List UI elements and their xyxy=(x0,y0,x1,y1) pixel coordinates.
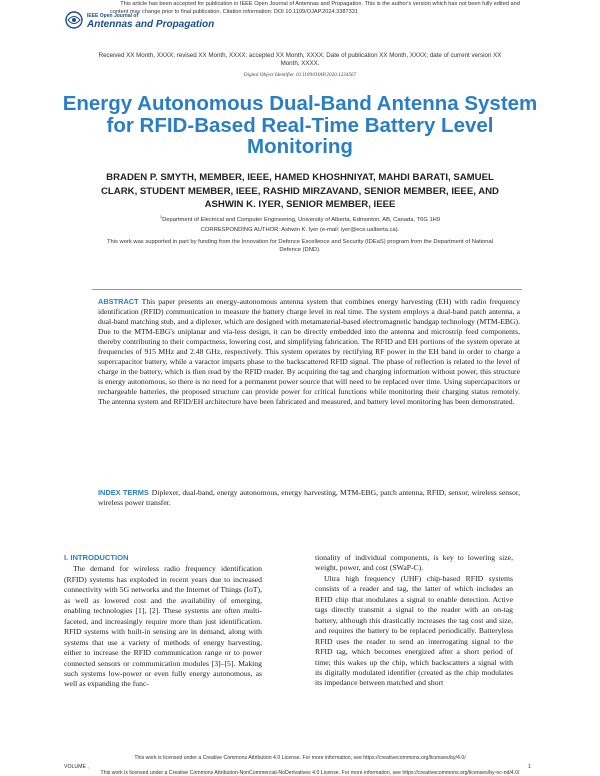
paper-title: Energy Autonomous Dual-Band Antenna System for RFID-Based Real-Time Battery Level Monitoring xyxy=(62,92,538,158)
author-list: BRADEN P. SMYTH, MEMBER, IEEE, HAMED KHOSHNIYAT, MAHDI BARATI, SAMUEL CLARK, STUDENT MEMBER, IEEE, RASHID MIRZAVAND, SENIOR MEMBER, IEEE, AND ASHWIN K. IYER, SENIOR MEMBER, IEEE xyxy=(101,172,499,210)
divider xyxy=(92,289,522,290)
abstract-text: This paper presents an energy-autonomous antenna system that combines energy harvesting (EH) with radio frequency identification (RFID) communication to measure the battery charge level in real time. The system employs a dual-band patch antenna, a dual-band matching stub, and a diplexer, which are designed with metamaterial-based electromagnetic bandgap technology (MTM-EBG). Due to the MTM-EBG's uniplanar and via-less design, it can be directly embedded into the antenna and microstrip feed components, thereby contributing to their compactness, lowering cost, and simplifying fabrication. The RFID and EH portions of the system operate at frequencies of 915 MHz and 2.48 GHz, respectively. This system operates by rectifying RF power in the EH band in order to charge a supercapacitor battery, while a varactor imparts phase to the backscattered RFID signal. The phase of reflection is related to the level of charge in the battery, which is then read by the RFID reader. By acquiring the tag and charging information without power, this structure is energy autonomous, so there is no need for a permanent power source that will need to be replaced over time. Using supercapacitors or rechargeable batteries, the proposed structure can provide power for critical functions while monitoring their charging status remotely. The antenna system and RFID/EH architecture have been fabricated and measured, and battery level monitoring has been demonstrated. xyxy=(98,297,520,407)
doi: Digital Object Identifier 10.1109/OJAP.2020.1234567 xyxy=(243,72,357,78)
banner-line-2: content may change prior to final publication. Citation information: DOI 10.1109/OJAP.2024.3387331 xyxy=(110,9,358,15)
footer-page-number: 1 xyxy=(528,764,531,770)
license-cc-by-nc-nd: This work is licensed under a Creative Commons Attribution-NonCommercial-NoDerivatives 4.0 License. For more information, see https://creativecommons.org/licenses/by-nc-nd/4.0/ xyxy=(100,770,520,776)
intro-paragraph-1: The demand for wireless radio frequency identification (RFID) systems has exploded in recent years due to increased connectivity with 5G networks and the Internet of Things (IoT), as well as lowered cost and the availability of emerging, enabling technologies [1], [2]. These systems are often multi-faceted, and increasingly require more than just identification. RFID systems with built-in sensing are in demand, along with systems that use a variety of methods of energy harvesting, either to increase the RFID communication range or to power connected sensors or communication modules [3]–[5]. Making such systems low-power or even fully energy autonomous, as well as expanding the func- xyxy=(64,564,262,689)
body-column-left xyxy=(64,553,262,690)
affiliation-text: Department of Electrical and Computer Engineering, University of Alberta, Edmonton, AB, Canada, T6G 1H9 xyxy=(162,216,441,223)
intro-paragraph-2: Ultra high frequency (UHF) chip-based RFID systems consists of a reader and tag, the latter of which includes an RFID chip that modulates a signal to enable detection. Active tags directly transmit a signal to the reader with an on-tag battery, although this drastically increases the tag cost and size, and requires the battery to be replaced periodically. Batteryless RFID uses the reader to send an interrogating signal to the RFID tag, which becomes energized after a short period of time; this wakes up the chip, which backscatters a signal with its digitally modulated identifier (created as the chip modulates its impedance between matched and short xyxy=(315,573,513,688)
index-terms xyxy=(98,488,520,508)
corresponding-author: CORRESPONDING AUTHOR: Ashwin K. Iyer (e-mail: iyer@ece.ualberta.ca). xyxy=(200,227,400,233)
journal-small-label: IEEE Open Journal of xyxy=(87,13,139,19)
index-terms-text: Diplexer, dual-band, energy autonomous, energy harvesting, MTM-EBG, patch antenna, RFID, sensor, wireless sensor, wireless power transfer. xyxy=(98,488,520,508)
index-terms-label: INDEX TERMS xyxy=(98,488,149,497)
abstract-label: ABSTRACT xyxy=(98,297,139,306)
section-heading: I. INTRODUCTION xyxy=(64,553,129,562)
license-cc-by: This work is licensed under a Creative Commons Attribution 4.0 License. For more information, see https://creativecommons.org/licenses/by/4.0/ xyxy=(134,755,466,761)
journal-logo xyxy=(65,10,225,34)
ieee-logo-icon xyxy=(65,11,83,29)
received-dates: Received XX Month, XXXX; revised XX Month, XXXX; accepted XX Month, XXXX; Date of publication XX Month, XXXX; date of current version XX Month, XXXX. xyxy=(98,52,502,68)
footer-volume: VOLUME , xyxy=(64,764,89,770)
intro-paragraph-1-cont: tionality of individual components, is key to lowering size, weight, power, and cost (SWaP-C). xyxy=(315,553,513,573)
body-column-right xyxy=(315,553,513,689)
abstract xyxy=(98,297,520,408)
banner-line-1: This article has been accepted for publication in IEEE Open Journal of Antennas and Propagation. This is the author's version which has not been fully edited and xyxy=(120,1,520,7)
funding-note: This work was supported in part by funding from the Innovation for Defence Excellence and Security (IDEaS) program from the Department of National Defence (DND). xyxy=(106,239,493,253)
journal-name: Antennas and Propagation xyxy=(87,19,215,30)
affiliation xyxy=(70,214,530,223)
affiliation-sup: 1 xyxy=(159,214,163,219)
